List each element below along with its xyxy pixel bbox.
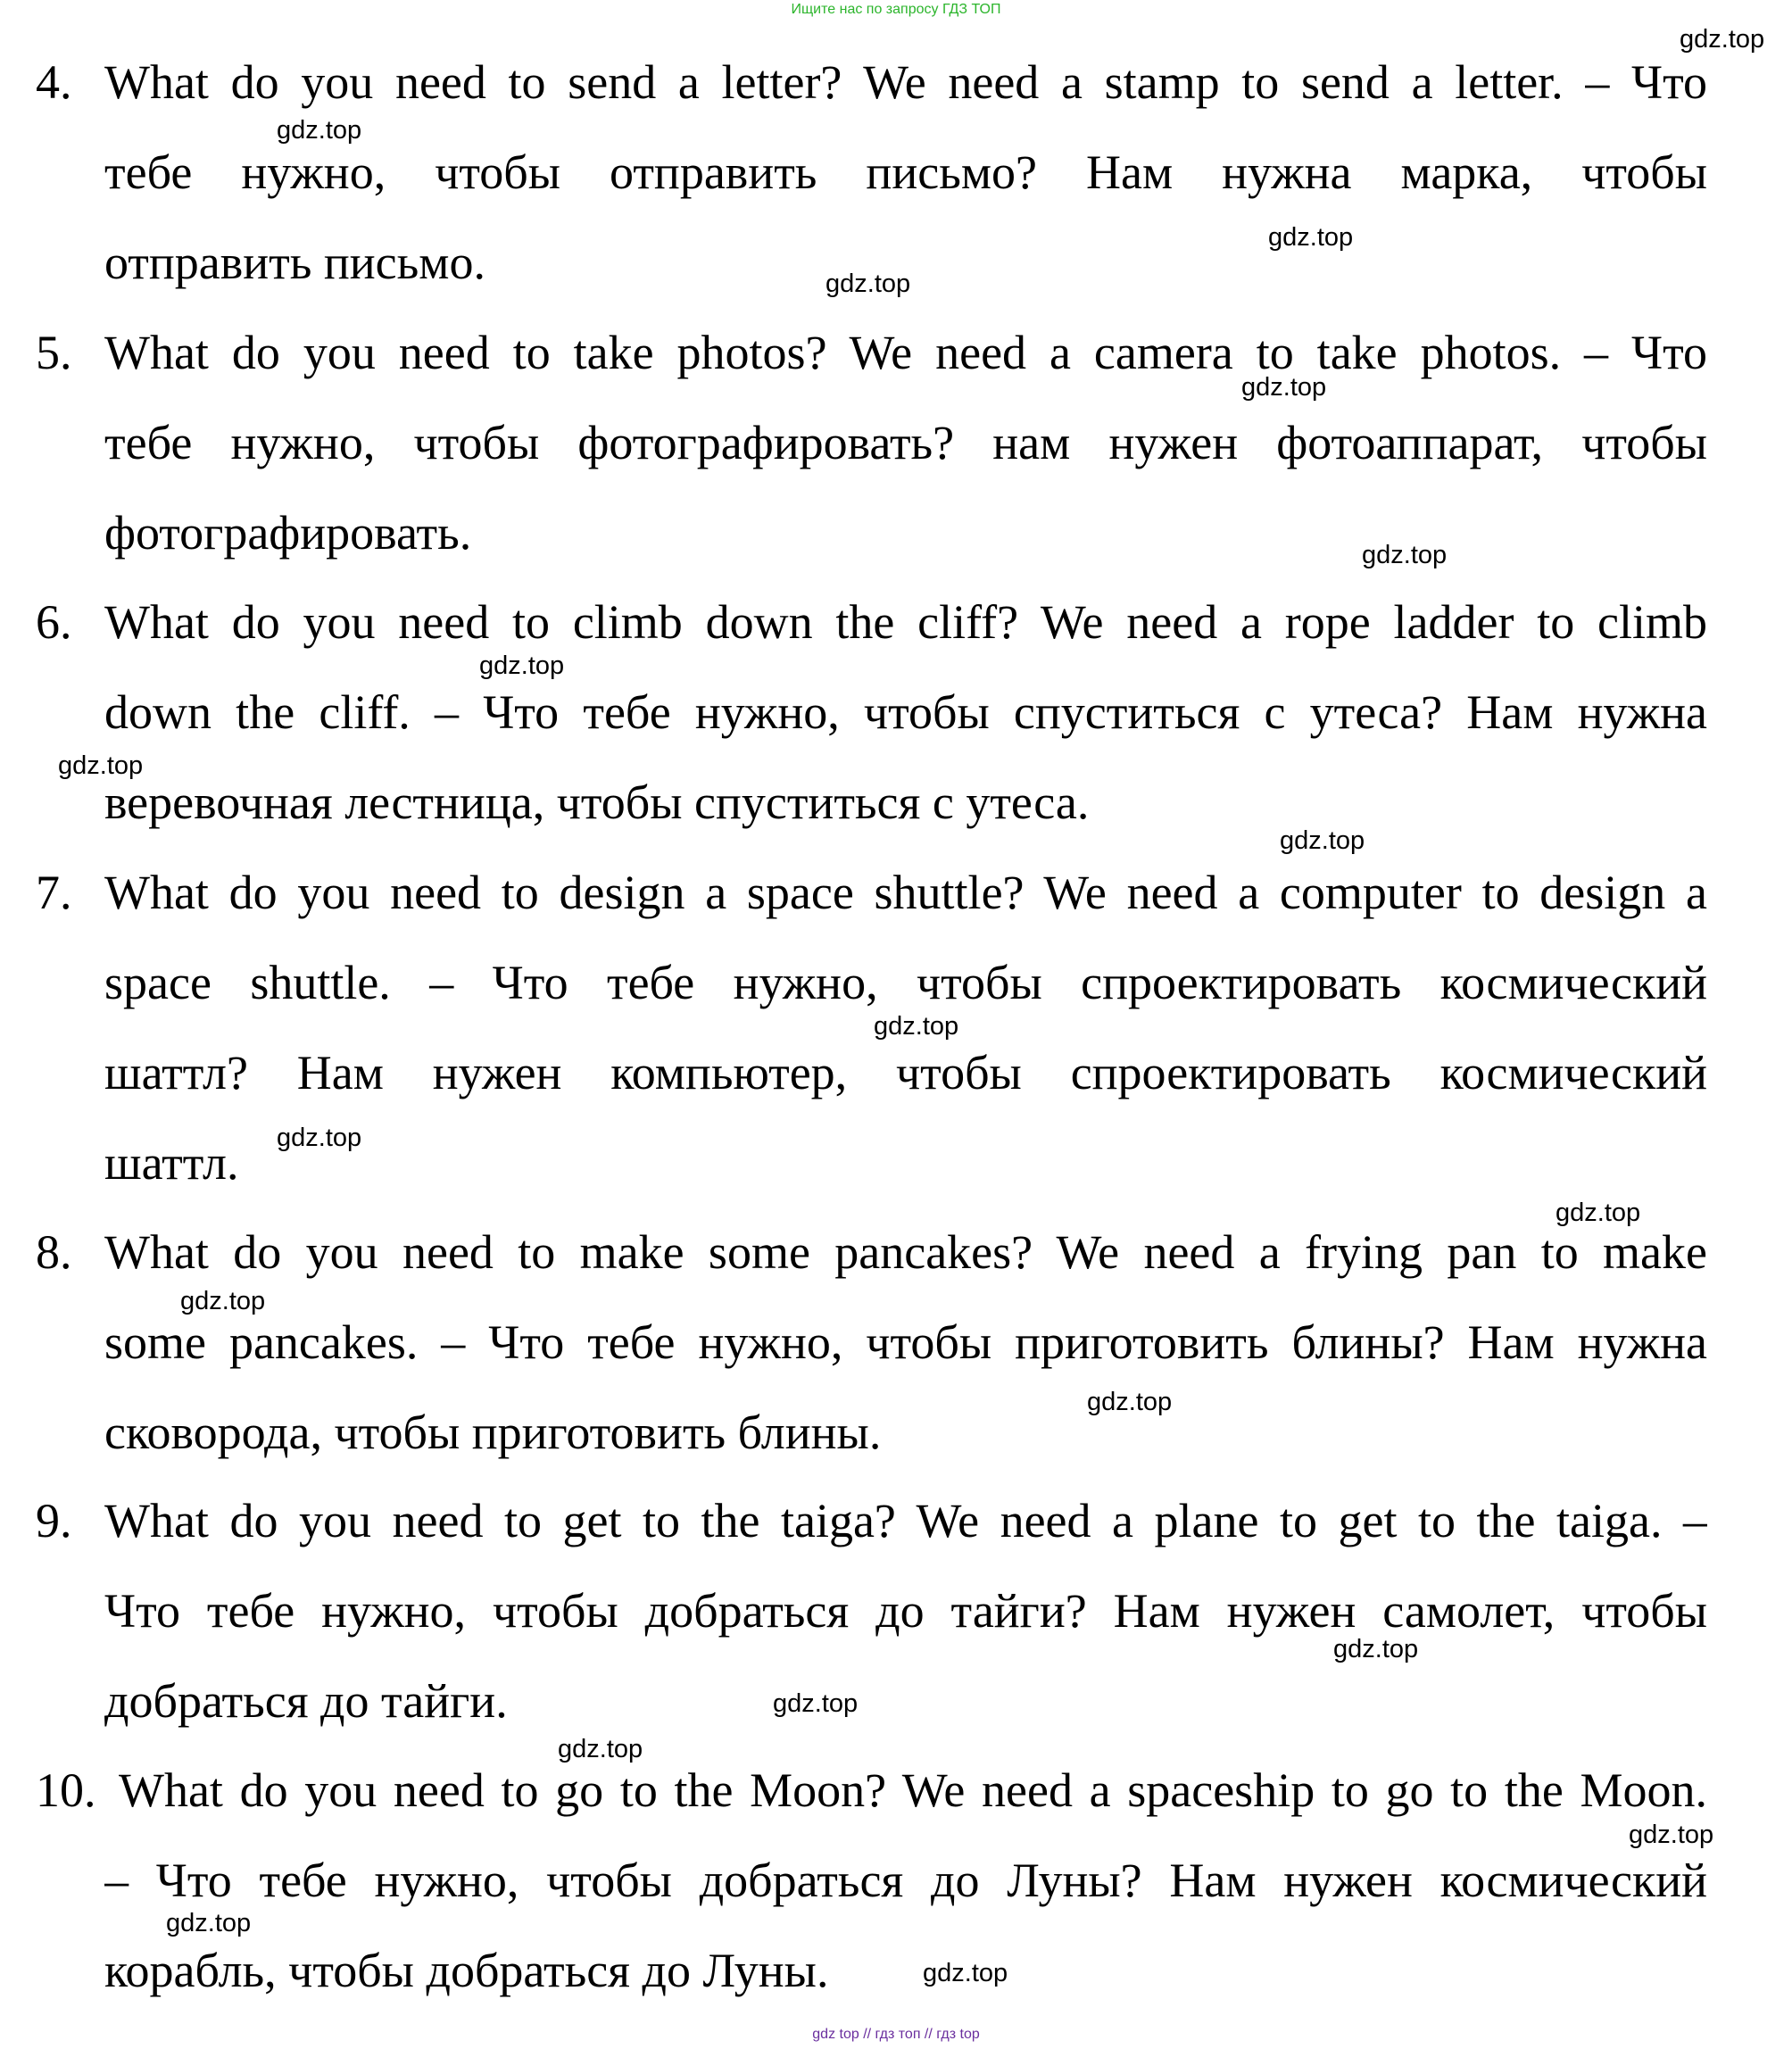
watermark-text: gdz.top: [180, 1287, 266, 1315]
item-line: тебе нужно, чтобы фотографировать? нам нужен фотоаппарат, чтобы: [104, 416, 1707, 469]
item-number: 5.: [36, 326, 72, 379]
watermark-text: gdz.top: [277, 116, 362, 145]
item-line: Что тебе нужно, чтобы добраться до тайги? Нам нужен самолет, чтобы: [104, 1584, 1707, 1638]
item-number: 8.: [36, 1225, 72, 1279]
watermark-text: gdz.top: [923, 1959, 1008, 1987]
item-line: отправить письмо.: [104, 236, 485, 289]
item-line: What do you need to climb down the cliff? We need a rope ladder to climb: [104, 595, 1707, 649]
item-line: – Что тебе нужно, чтобы добраться до Луны? Нам нужен космический: [104, 1854, 1707, 1907]
watermark-text: gdz.top: [166, 1909, 252, 1937]
item-line: сковорода, чтобы приготовить блины.: [104, 1406, 882, 1459]
item-line: добраться до тайги.: [104, 1674, 508, 1728]
watermark-text: gdz.top: [1241, 373, 1327, 402]
item-line: What do you need to make some pancakes? We need a frying pan to make: [104, 1225, 1707, 1279]
item-line: шаттл.: [104, 1136, 239, 1190]
watermark-text: gdz.top: [58, 751, 144, 780]
item-line: down the cliff. – Что тебе нужно, чтобы спуститься с утеса? Нам нужна: [104, 685, 1707, 739]
item-line: What do you need to design a space shuttle? We need a computer to design a: [104, 866, 1707, 919]
watermark-text: gdz.top: [1556, 1199, 1641, 1227]
watermark-text: gdz.top: [1362, 541, 1448, 569]
watermark-text: gdz.top: [277, 1124, 362, 1152]
watermark-text: gdz.top: [1333, 1635, 1419, 1663]
item-line: What do you need to get to the taiga? We need a plane to get to the taiga. –: [104, 1494, 1707, 1547]
watermark-text: gdz.top: [558, 1735, 643, 1763]
item-number: 4.: [36, 55, 72, 109]
item-number: 7.: [36, 866, 72, 919]
footer-text: gdz top // гдз топ // гдз top: [812, 2027, 980, 2042]
item-number: 10.: [36, 1763, 96, 1817]
watermark-text: gdz.top: [1087, 1388, 1173, 1416]
watermark-text: gdz.top: [874, 1012, 959, 1041]
item-line: тебе нужно, чтобы отправить письмо? Нам нужна марка, чтобы: [104, 145, 1707, 199]
item-line: шаттл? Нам нужен компьютер, чтобы спроектировать космический: [104, 1046, 1707, 1099]
item-line: What do you need to send a letter? We need a stamp to send a letter. – Что: [104, 55, 1707, 109]
watermark-text: gdz.top: [825, 270, 911, 298]
watermark-text: gdz.top: [1680, 25, 1765, 54]
item-line: фотографировать.: [104, 506, 472, 560]
watermark-text: gdz.top: [1629, 1821, 1714, 1849]
watermark-text: gdz.top: [1280, 826, 1365, 855]
top-banner: Ищите нас по запросу ГДЗ ТОП: [791, 2, 1001, 17]
watermark-text: gdz.top: [479, 651, 565, 680]
item-line: What do you need to take photos? We need a camera to take photos. – Что: [104, 326, 1707, 379]
item-line: корабль, чтобы добраться до Луны.: [104, 1944, 829, 1997]
item-line: space shuttle. – Что тебе нужно, чтобы спроектировать космический: [104, 956, 1707, 1009]
item-line: some pancakes. – Что тебе нужно, чтобы приготовить блины? Нам нужна: [104, 1315, 1707, 1369]
item-line: веревочная лестница, чтобы спуститься с утеса.: [104, 776, 1090, 829]
watermark-text: gdz.top: [773, 1689, 859, 1718]
item-number: 9.: [36, 1494, 72, 1547]
watermark-text: gdz.top: [1268, 223, 1354, 252]
item-number: 6.: [36, 595, 72, 649]
item-line: What do you need to go to the Moon? We need a spaceship to go to the Moon.: [119, 1763, 1707, 1817]
